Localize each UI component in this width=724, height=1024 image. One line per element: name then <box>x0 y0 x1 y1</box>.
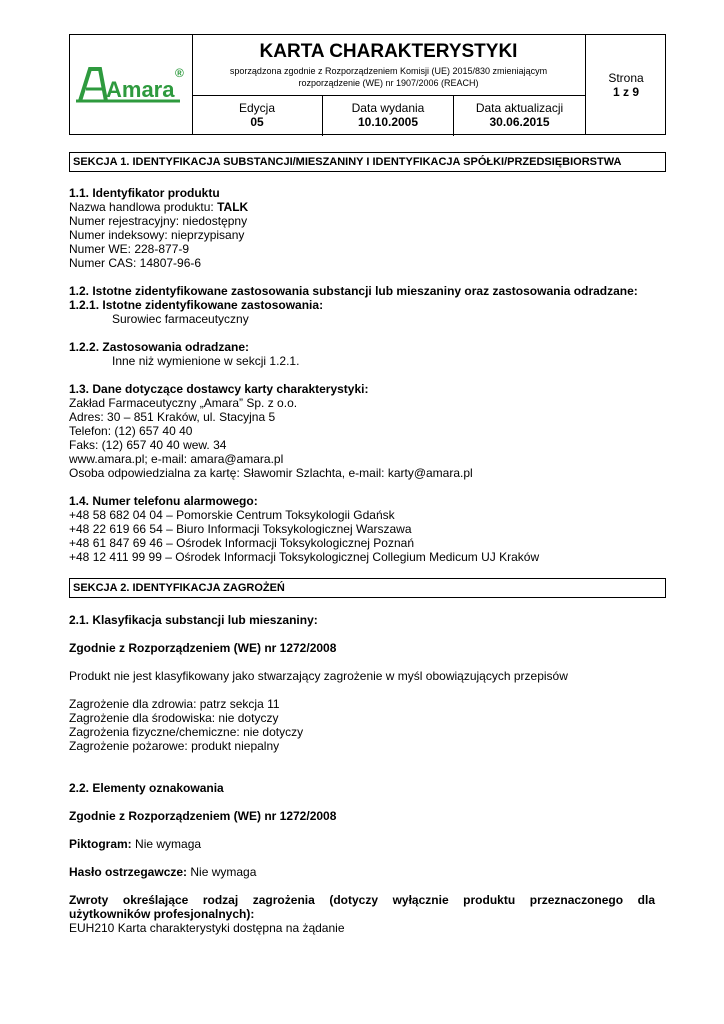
page-label: Strona <box>608 71 644 85</box>
s14-title: 1.4. Numer telefonu alarmowego: <box>69 494 258 508</box>
document-header <box>69 34 666 135</box>
hazard-line: Zagrożenie dla środowiska: nie dotyczy <box>69 711 279 725</box>
logo-text: Amara <box>106 77 175 102</box>
hazard-line: Zagrożenie dla zdrowia: patrz sekcja 11 <box>69 697 280 711</box>
update-date-value: 30.06.2015 <box>489 115 550 129</box>
supplier-line: Telefon: (12) 657 40 40 <box>69 424 193 438</box>
signal-word-label: Hasło ostrzegawcze: <box>69 865 188 879</box>
regulation-line: Zgodnie z Rozporządzeniem (WE) nr 1272/2008 <box>69 809 337 823</box>
emergency-line: +48 12 411 99 99 – Ośrodek Informacji Toksykologicznej Collegium Medicum UJ Kraków <box>69 550 540 564</box>
emergency-line: +48 22 619 66 54 – Biuro Informacji Toksykologicznej Warszawa <box>69 522 412 536</box>
emergency-line: +48 61 847 69 46 – Ośrodek Informacji Toksykologicznej Poznań <box>69 536 414 550</box>
s121-value: Surowiec farmaceutyczny <box>112 312 249 326</box>
issue-date-cell <box>323 96 454 136</box>
s122-value: Inne niż wymienione w sekcji 1.2.1. <box>112 354 300 368</box>
edition-label: Edycja <box>238 101 276 115</box>
s22-title: 2.2. Elementy oznakowania <box>69 781 224 795</box>
euh210-statement: EUH210 Karta charakterystyki dostępna na żądanie <box>69 921 345 935</box>
document-title: KARTA CHARAKTERYSTYKI <box>259 41 518 62</box>
trade-name-label: Nazwa handlowa produktu: <box>69 200 218 214</box>
we-number: Numer WE: 228-877-9 <box>69 242 190 256</box>
page-number: 1 z 9 <box>612 85 639 99</box>
section-1-heading: SEKCJA 1. IDENTYFIKACJA SUBSTANCJI/MIESZANINY I IDENTYFIKACJA SPÓŁKI/PRZEDSIĘBIORSTWA <box>69 152 666 172</box>
trade-name-value: TALK <box>217 200 249 214</box>
s12-title: 1.2. Istotne zidentyfikowane zastosowania substancji lub mieszaniny oraz zastosowania odradzane: <box>69 284 638 298</box>
s21-title: 2.1. Klasyfikacja substancji lub mieszaniny: <box>69 613 318 627</box>
document-subtitle <box>192 66 585 89</box>
cas-number: Numer CAS: 14807-96-6 <box>69 256 202 270</box>
section-2-heading: SEKCJA 2. IDENTYFIKACJA ZAGROŻEŃ <box>69 578 666 598</box>
header-title-cell <box>192 35 586 134</box>
supplier-line: Zakład Farmaceutyczny „Amara” Sp. z o.o. <box>69 396 298 410</box>
hazard-line: Zagrożenie pożarowe: produkt niepalny <box>69 739 280 753</box>
s121-title: 1.2.1. Istotne zidentyfikowane zastosowania: <box>69 298 324 312</box>
supplier-line: Osoba odpowiedzialna za kartę: Sławomir Szlachta, e-mail: karty@amara.pl <box>69 466 473 480</box>
index-number: Numer indeksowy: nieprzypisany <box>69 228 245 242</box>
update-date-cell <box>454 96 585 136</box>
not-classified-text: Produkt nie jest klasyfikowany jako stwarzający zagrożenie w myśl obowiązujących przepisów <box>69 669 568 683</box>
hazard-phrases-title: Zwroty określające rodzaj zagrożenia (dotyczy wyłącznie produktu przeznaczonego dla <box>69 893 655 907</box>
supplier-line: Faks: (12) 657 40 40 wew. 34 <box>69 438 227 452</box>
supplier-line: www.amara.pl; e-mail: amara@amara.pl <box>69 452 284 466</box>
header-info-row <box>192 95 585 136</box>
regulation-line: Zgodnie z Rozporządzeniem (WE) nr 1272/2008 <box>69 641 337 655</box>
edition-cell <box>192 96 323 136</box>
update-date-label: Data aktualizacji <box>475 101 564 115</box>
s11-title: 1.1. Identyfikator produktu <box>69 186 220 200</box>
signal-word-line <box>69 865 256 879</box>
page-number-cell <box>585 35 667 134</box>
registration-number: Numer rejestracyjny: niedostępny <box>69 214 248 228</box>
amara-logo <box>76 61 188 107</box>
issue-date-label: Data wydania <box>351 101 425 115</box>
pictogram-label: Piktogram: <box>69 837 132 851</box>
issue-date-value: 10.10.2005 <box>357 115 419 129</box>
pictogram-value: Nie wymaga <box>131 837 202 851</box>
hazard-line: Zagrożenia fizyczne/chemiczne: nie dotyczy <box>69 725 304 739</box>
subtitle-line: sporządzona zgodnie z Rozporządzeniem Komisji (UE) 2015/830 zmieniającym <box>229 66 548 76</box>
s13-title: 1.3. Dane dotyczące dostawcy karty charakterystyki: <box>69 382 369 396</box>
subtitle-line: rozporządzenie (WE) nr 1907/2006 (REACH) <box>298 77 479 88</box>
logo-cell <box>70 35 193 134</box>
s122-title: 1.2.2. Zastosowania odradzane: <box>69 340 250 354</box>
emergency-line: +48 58 682 04 04 – Pomorskie Centrum Toksykologii Gdańsk <box>69 508 395 522</box>
supplier-line: Adres: 30 – 851 Kraków, ul. Stacyjna 5 <box>69 410 276 424</box>
pictogram-line <box>69 837 201 851</box>
signal-word-value: Nie wymaga <box>187 865 257 879</box>
edition-value: 05 <box>250 115 264 129</box>
registered-mark: ® <box>175 66 184 80</box>
trade-name <box>69 200 248 214</box>
hazard-phrases-title-cont: użytkowników profesjonalnych): <box>69 907 255 921</box>
